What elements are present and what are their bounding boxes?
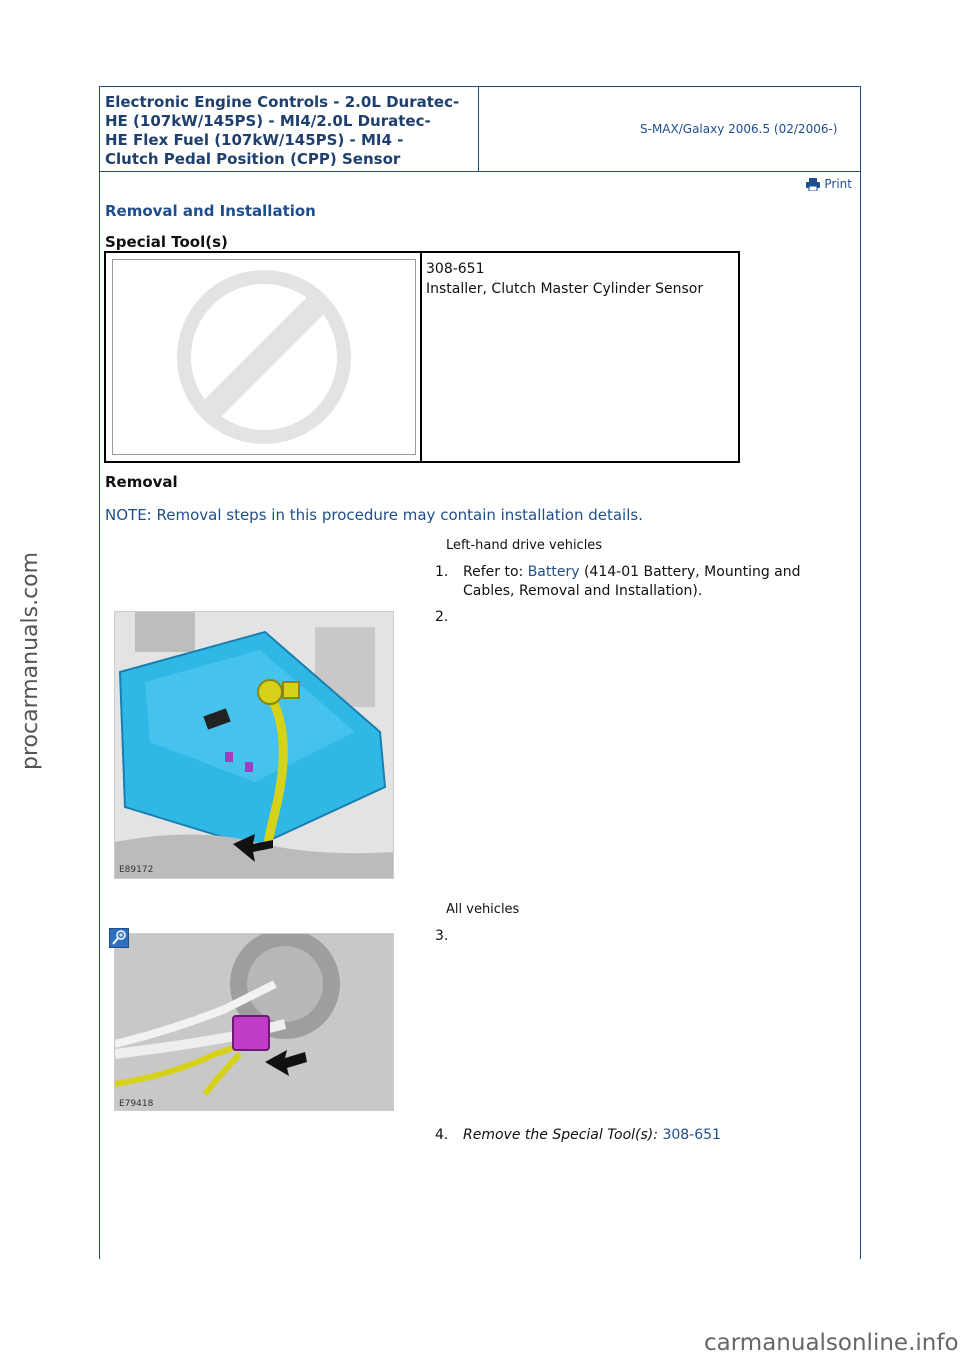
group-label-lhd: Left-hand drive vehicles [446,538,603,553]
cpp-sensor-illustration [115,934,393,1110]
no-image-icon [113,260,415,454]
section-title: Removal and Installation [105,202,316,220]
title-line: Electronic Engine Controls - 2.0L Duratec- [105,93,460,111]
battery-link[interactable]: Battery [527,564,580,580]
header-title-cell [100,87,479,171]
title-line: HE Flex Fuel (107kW/145PS) - MI4 - [105,131,404,149]
zoom-icon[interactable] [109,928,129,948]
print-label: Print [824,177,852,191]
step-number: 3. [435,928,449,944]
step-number: 1. [435,564,449,580]
tool-image-cell [106,253,422,461]
vehicle-model: S-MAX/Galaxy 2006.5 (02/2006-) [640,122,838,136]
step-2 [435,608,463,627]
print-button[interactable] [806,177,852,191]
removal-title: Removal [105,473,178,491]
figure-id: E89172 [119,865,154,875]
special-tools-table [104,251,740,463]
step-text: Cables, Removal and Installation). [463,583,703,599]
step-text: (414-01 Battery, Mounting and [579,564,801,580]
bottom-watermark: carmanualsonline.info [704,1330,959,1356]
removal-note: NOTE: Removal steps in this procedure may contain installation details. [105,506,643,524]
tool-image [112,259,416,455]
tool-name: Installer, Clutch Master Cylinder Sensor [426,281,704,297]
side-watermark: procarmanuals.com [18,551,43,770]
step-text: Refer to: [463,564,528,580]
figure-id: E79418 [119,1099,154,1109]
special-tool-link[interactable]: 308-651 [662,1127,721,1143]
tool-description [426,259,703,299]
step-1 [435,563,801,601]
step-4 [435,1126,721,1145]
step-text: Remove the Special Tool(s): [463,1127,663,1143]
figure-battery-tray [114,611,394,879]
special-tools-title: Special Tool(s) [105,233,228,251]
battery-tray-illustration [115,612,393,878]
step-number: 4. [435,1127,449,1143]
document-frame [99,86,861,1259]
step-number: 2. [435,609,449,625]
title-line: Clutch Pedal Position (CPP) Sensor [105,150,401,168]
printer-icon [806,178,820,191]
figure-cpp-sensor [114,933,394,1111]
step-3 [435,927,463,946]
tool-number: 308-651 [426,261,485,277]
title-line: HE (107kW/145PS) - MI4/2.0L Duratec- [105,112,431,130]
group-label-all: All vehicles [446,902,520,917]
document-header [100,87,860,172]
document-title [105,93,475,169]
